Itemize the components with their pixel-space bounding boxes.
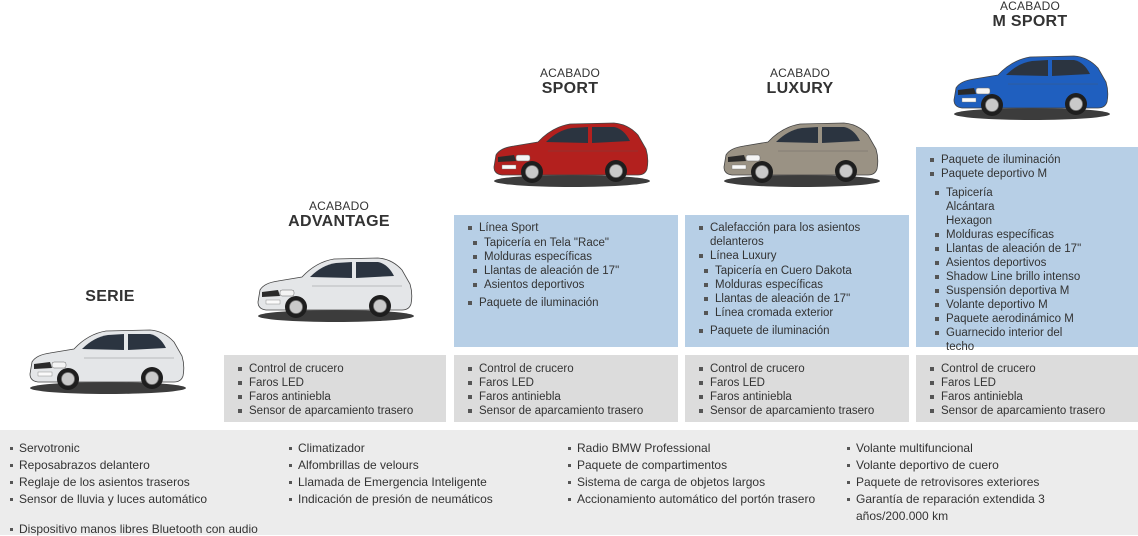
list-item: Faros antiniebla [699,390,903,404]
base-features-extra [10,522,258,536]
common-features-list [238,362,440,418]
list-item: Control de crucero [468,362,672,376]
base-features-col-3 [568,440,838,508]
list-item: Faros antiniebla [238,390,440,404]
list-item: Tapicería Alcántara Hexagon [935,186,1041,228]
list-item: Indicación de presión de neumáticos [289,491,549,508]
common-features-msport [916,355,1138,422]
trim-heading-serie [60,288,160,306]
trim-label-sport: ACABADO [539,66,601,80]
list-item: Calefacción para los asientos delanteros [699,221,903,249]
msport-features [916,147,1138,353]
list-item: Paquete de compartimentos [568,457,838,474]
list-item: Control de crucero [930,362,1132,376]
list-item: Línea cromada exterior [704,306,903,320]
msport-sub-items [930,186,1132,354]
list-item: Faros LED [930,376,1132,390]
car-image-luxury [718,115,883,190]
list-item: Asientos deportivos [935,256,1132,270]
trim-title-sport: SPORT [541,80,599,97]
list-item: Suspensión deportiva M [935,284,1132,298]
list-item: Control de crucero [699,362,903,376]
sport-extra-list [468,296,672,310]
list-item: Dispositivo manos libres Bluetooth con audio [10,522,258,536]
sport-line-items [468,236,672,292]
list-item: Alfombrillas de velours [289,457,549,474]
list-item: Paquete deportivo M [930,167,1132,181]
list-item: Llantas de aleación de 17" [704,292,903,306]
list-item: Llantas de aleación de 17" [935,242,1132,256]
list-item: Molduras específicas [473,250,672,264]
list-item: Tapicería en Cuero Dakota [704,264,903,278]
list-item: Molduras específicas [704,278,903,292]
list-item: Paquete de retrovisores exteriores [847,474,1062,491]
list-item: Volante deportivo de cuero [847,457,1062,474]
list-item: Línea Luxury [699,249,903,263]
base-features-col-4 [847,440,1062,525]
common-features-advantage [224,355,446,422]
common-features-list [930,362,1132,418]
car-image-advantage [252,250,417,325]
list-item: Tapicería en Tela "Race" [473,236,672,250]
trim-title-advantage: ADVANTAGE [288,213,390,230]
trim-title-luxury: LUXURY [766,80,834,97]
luxury-features [685,215,909,347]
trim-heading-msport [970,0,1090,31]
list-item: Sensor de aparcamiento trasero [699,404,903,418]
trim-title-msport: M SPORT [992,13,1068,30]
list-item: Control de crucero [238,362,440,376]
list-item: Llamada de Emergencia Inteligente [289,474,549,491]
trim-heading-sport [510,66,630,98]
trim-label-msport: ACABADO [999,0,1061,13]
list-item: Radio BMW Professional [568,440,838,457]
car-image-msport [948,48,1113,123]
common-features-luxury [685,355,909,422]
list-item: Guarnecido interior del techo [935,326,1066,354]
trim-title-serie: SERIE [85,288,135,305]
list-item: Paquete de iluminación [699,324,903,338]
list-item: Servotronic [10,440,270,457]
list-item: Reglaje de los asientos traseros [10,474,270,491]
list-item: Línea Sport [468,221,672,235]
list-item: Shadow Line brillo intenso [935,270,1132,284]
list-item: Climatizador [289,440,549,457]
sport-features-list [468,221,672,235]
luxury-features-list [699,221,903,263]
list-item: Paquete aerodinámico M [935,312,1132,326]
list-item: Faros LED [468,376,672,390]
common-features-list [468,362,672,418]
list-item: Paquete de iluminación [468,296,672,310]
trim-label-advantage: ACABADO [308,199,370,213]
car-image-sport [488,115,653,190]
msport-features-list [930,153,1132,181]
common-features-list [699,362,903,418]
list-item: Volante multifuncional [847,440,1062,457]
list-item: Sensor de aparcamiento trasero [930,404,1132,418]
list-item: Asientos deportivos [473,278,672,292]
list-item: Sensor de aparcamiento trasero [468,404,672,418]
list-item: Garantía de reparación extendida 3 años/200.000 km [847,491,1062,525]
list-item: Accionamiento automático del portón trasero [568,491,838,508]
base-features-col-1 [10,440,270,508]
list-item: Faros LED [238,376,440,390]
trim-heading-advantage [268,199,410,231]
list-item: Volante deportivo M [935,298,1132,312]
base-features-col-2 [289,440,549,508]
list-item: Faros LED [699,376,903,390]
trim-label-luxury: ACABADO [769,66,831,80]
list-item: Sensor de lluvia y luces automático [10,491,270,508]
list-item: Molduras específicas [935,228,1132,242]
sport-features [454,215,678,347]
list-item: Faros antiniebla [468,390,672,404]
common-features-sport [454,355,678,422]
list-item: Reposabrazos delantero [10,457,270,474]
list-item: Paquete de iluminación [930,153,1132,167]
list-item: Sensor de aparcamiento trasero [238,404,440,418]
trim-heading-luxury [740,66,860,98]
base-features-band [0,430,1138,535]
list-item: Sistema de carga de objetos largos [568,474,838,491]
luxury-line-items [699,264,903,320]
list-item: Llantas de aleación de 17" [473,264,672,278]
list-item: Faros antiniebla [930,390,1132,404]
car-image-serie [24,322,189,397]
luxury-extra-list [699,324,903,338]
